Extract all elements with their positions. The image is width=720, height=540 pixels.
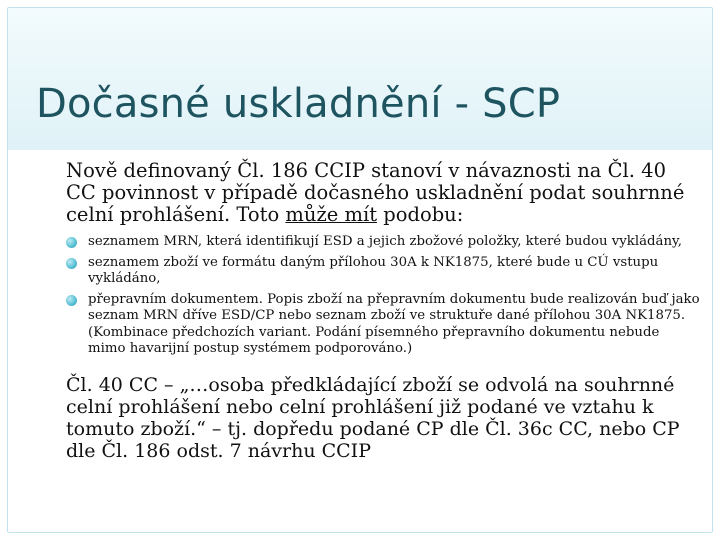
slide-title: Dočasné uskladnění - SCP	[36, 81, 561, 127]
slide-content	[66, 160, 700, 462]
intro-emphasis: může mít	[285, 203, 378, 226]
list-item	[66, 234, 700, 251]
closing-paragraph: Čl. 40 CC – „…osoba předkládající zboží se odvolá na souhrnné celní prohlášení nebo celní prohlášení již podané ve vztahu k tomuto zboží.“ – tj. dopředu podané CP dle Čl. 36c CC, nebo CP dle Čl. 186 odst. 7 návrhu CCIP	[66, 373, 680, 462]
intro-paragraph	[66, 160, 700, 226]
bullet-icon	[66, 237, 77, 248]
bullet-text: přepravním dokumentem. Popis zboží na přepravním dokumentu bude realizován buď jako seznam MRN dříve ESD/CP nebo seznam zboží ve struktuře dané přílohou 30A NK1875. (Kombinace předchozích variant. Podání písemného přepravního dokumentu nebude mimo havarijní postup systémem podporováno.)	[88, 291, 700, 356]
list-item	[66, 255, 700, 288]
bullet-icon	[66, 258, 77, 269]
intro-text-after: podobu:	[377, 203, 464, 226]
bullet-icon	[66, 295, 77, 306]
list-item	[66, 292, 700, 358]
intro-text-before: Nově definovaný Čl. 186 CCIP stanoví v návaznosti na Čl. 40 CC povinnost v případě dočasného uskladnění podat souhrnné celní prohlášení. Toto	[66, 159, 685, 226]
bullet-text: seznamem zboží ve formátu daným přílohou 30A k NK1875, které bude u CÚ vstupu vykládáno,	[88, 254, 659, 286]
bullet-list	[66, 234, 700, 358]
bullet-text: seznamem MRN, která identifikují ESD a jejich zbožové položky, které budou vykládány,	[88, 234, 683, 249]
